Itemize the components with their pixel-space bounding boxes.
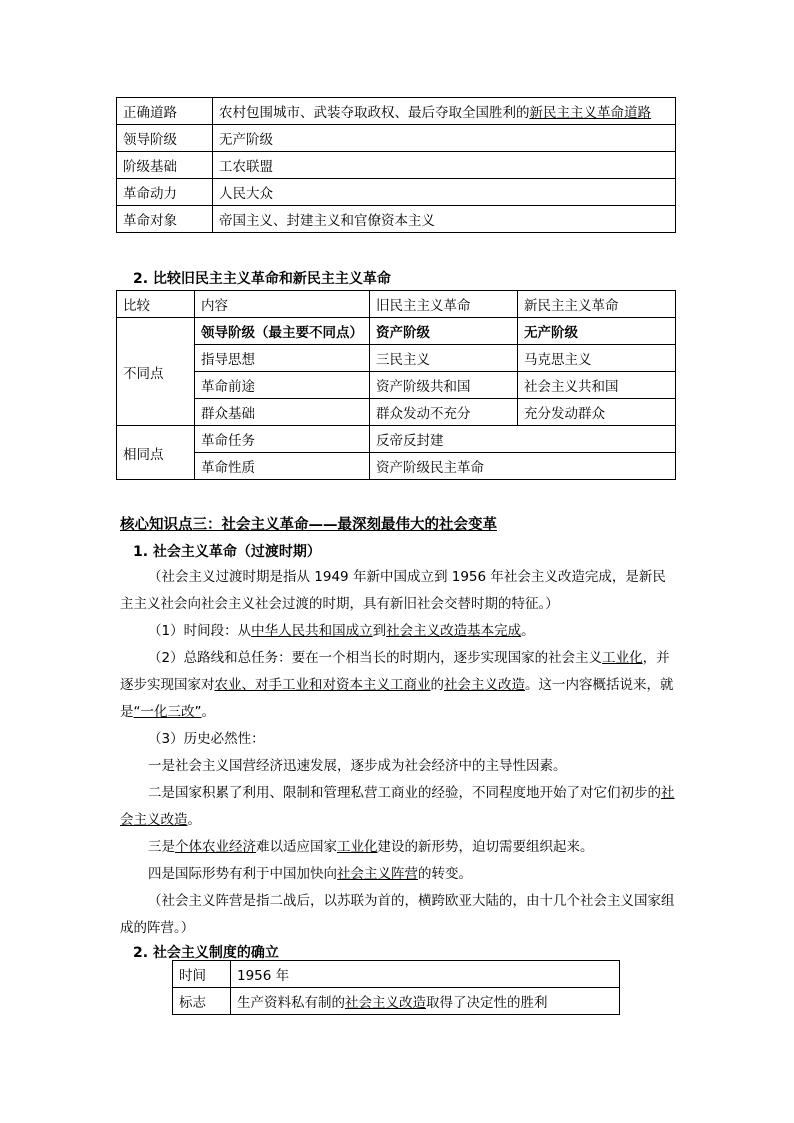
cell-value [213,98,676,125]
same-label: 相同点 [117,426,195,480]
subheading-1: 1. 社会主义革命（过渡时期） [133,544,321,560]
underlined-text: 个体农业经济 [175,839,256,855]
note-paragraph: （社会主义过渡时期是指从 1949 年新中国成立到 1956 年社会主义改造完成，是新民主主义社会向社会主义社会过渡的时期，具有新旧社会交替时期的特征。） [120,569,666,612]
table-row [117,152,676,179]
cell-content: 领导阶级（最主要不同点） [195,318,370,345]
section-heading: 2. 比较旧民主主义革命和新民主主义革命 [133,271,391,287]
cell-content: 群众基础 [195,399,370,426]
header-cell: 内容 [195,291,370,318]
underlined-text: 新民主主义革命道路 [529,105,651,121]
text: 的转变。 [418,866,472,882]
cell-old: 资产阶级 [370,318,518,345]
cell-value: 反帝反封建 [370,426,676,453]
cell-value: 1956 年 [231,961,620,988]
text: ，并逐步实现国家对 [120,650,670,693]
text: （2）总路线和总任务：要在一个相当长的时期内，逐步实现国家的社会主义 [148,650,603,666]
underlined-text: 工业化 [337,839,378,855]
text: 。这一内容概括说来，就是 [120,677,674,720]
header-cell: 新民主主义革命 [518,291,676,318]
text: 二是国家积累了利用、限制和管理私营工商业的经验，不同程度地开始了对它们初步的 [148,785,661,801]
text: 。 [201,704,215,720]
paragraph-time-period [120,618,676,645]
underlined-text: 社会主义阵营 [337,866,418,882]
table-row [117,179,676,206]
cell-value: 人民大众 [213,179,676,206]
cell-content: 指导思想 [195,345,370,372]
text: 。 [187,812,201,828]
table-row [117,453,676,480]
text: 到 [372,623,387,639]
text: 四是国际形势有利于中国加快向 [148,866,337,882]
comparison-table [116,290,676,480]
reason-3 [120,834,676,861]
table-row [173,961,620,988]
cell-old: 资产阶级共和国 [370,372,518,399]
reason-4 [120,861,676,888]
cell-content: 革命性质 [195,453,370,480]
cell-new: 马克思主义 [518,345,676,372]
core-knowledge-heading: 核心知识点三：社会主义革命——最深刻最伟大的社会变革 [120,517,497,533]
text: 的 [430,677,444,693]
subheading-2: 2. 社会主义制度的确立 [133,945,279,961]
underlined-text: 社会主义改造基本完成 [386,623,522,639]
cell-label: 正确道路 [117,98,213,125]
table-row [117,426,676,453]
header-cell: 比较 [117,291,195,318]
underlined-text: 中华人民共和国成立 [251,623,373,639]
text: 生产资料私有制的 [237,995,345,1011]
underlined-text: 工业化 [602,650,643,666]
table-row [117,345,676,372]
underlined-text: 社会主义改造 [444,677,525,693]
note-paragraph-2: （社会主义阵营是指二战后，以苏联为首的，横跨欧亚大陆的，由十几个社会主义国家组成的阵营。） [120,893,675,936]
text: （1）时间段：从 [148,623,252,639]
cell-old: 群众发动不充分 [370,399,518,426]
cell-new: 充分发动群众 [518,399,676,426]
text: 建设的新形势，迫切需要组织起来。 [377,839,594,855]
table-row [117,125,676,152]
table-row [117,399,676,426]
cell-label: 革命动力 [117,179,213,206]
underlined-text: “一化三改” [133,704,202,720]
cell-value: 工农联盟 [213,152,676,179]
socialist-system-table [172,960,620,1015]
cell-text: 农村包围城市、武装夺取政权、最后夺取全国胜利的 [219,105,530,121]
paragraph-necessity: （3）历史必然性： [148,731,265,747]
underlined-text: 社会主义改造 [345,995,426,1011]
cell-value: 资产阶级民主革命 [370,453,676,480]
text: 三是 [148,839,175,855]
cell-content: 革命前途 [195,372,370,399]
text: 。 [521,623,535,639]
table-row [117,318,676,345]
underlined-text: 社会主义改造 [120,785,675,828]
cell-label: 时间 [173,961,231,988]
cell-content: 革命任务 [195,426,370,453]
table-header-row [117,291,676,318]
cell-label: 革命对象 [117,206,213,233]
table-row [117,206,676,233]
cell-value: 无产阶级 [213,125,676,152]
reason-2 [120,780,676,834]
text: 难以适应国家 [256,839,337,855]
revolution-path-table [116,97,676,233]
header-cell: 旧民主主义革命 [370,291,518,318]
text: 取得了决定性的胜利 [426,995,548,1011]
cell-value: 帝国主义、封建主义和官僚资本主义 [213,206,676,233]
table-row [173,988,620,1015]
cell-label: 标志 [173,988,231,1015]
table-row [117,98,676,125]
paragraph-general-line [120,645,676,726]
cell-old: 三民主义 [370,345,518,372]
cell-label: 阶级基础 [117,152,213,179]
cell-new: 无产阶级 [518,318,676,345]
diff-label: 不同点 [117,318,195,426]
underlined-text: 农业、对手工业和对资本主义工商业 [214,677,431,693]
reason-1: 一是社会主义国营经济迅速发展，逐步成为社会经济中的主导性因素。 [148,758,567,774]
cell-value [231,988,620,1015]
cell-label: 领导阶级 [117,125,213,152]
table-row [117,372,676,399]
cell-new: 社会主义共和国 [518,372,676,399]
